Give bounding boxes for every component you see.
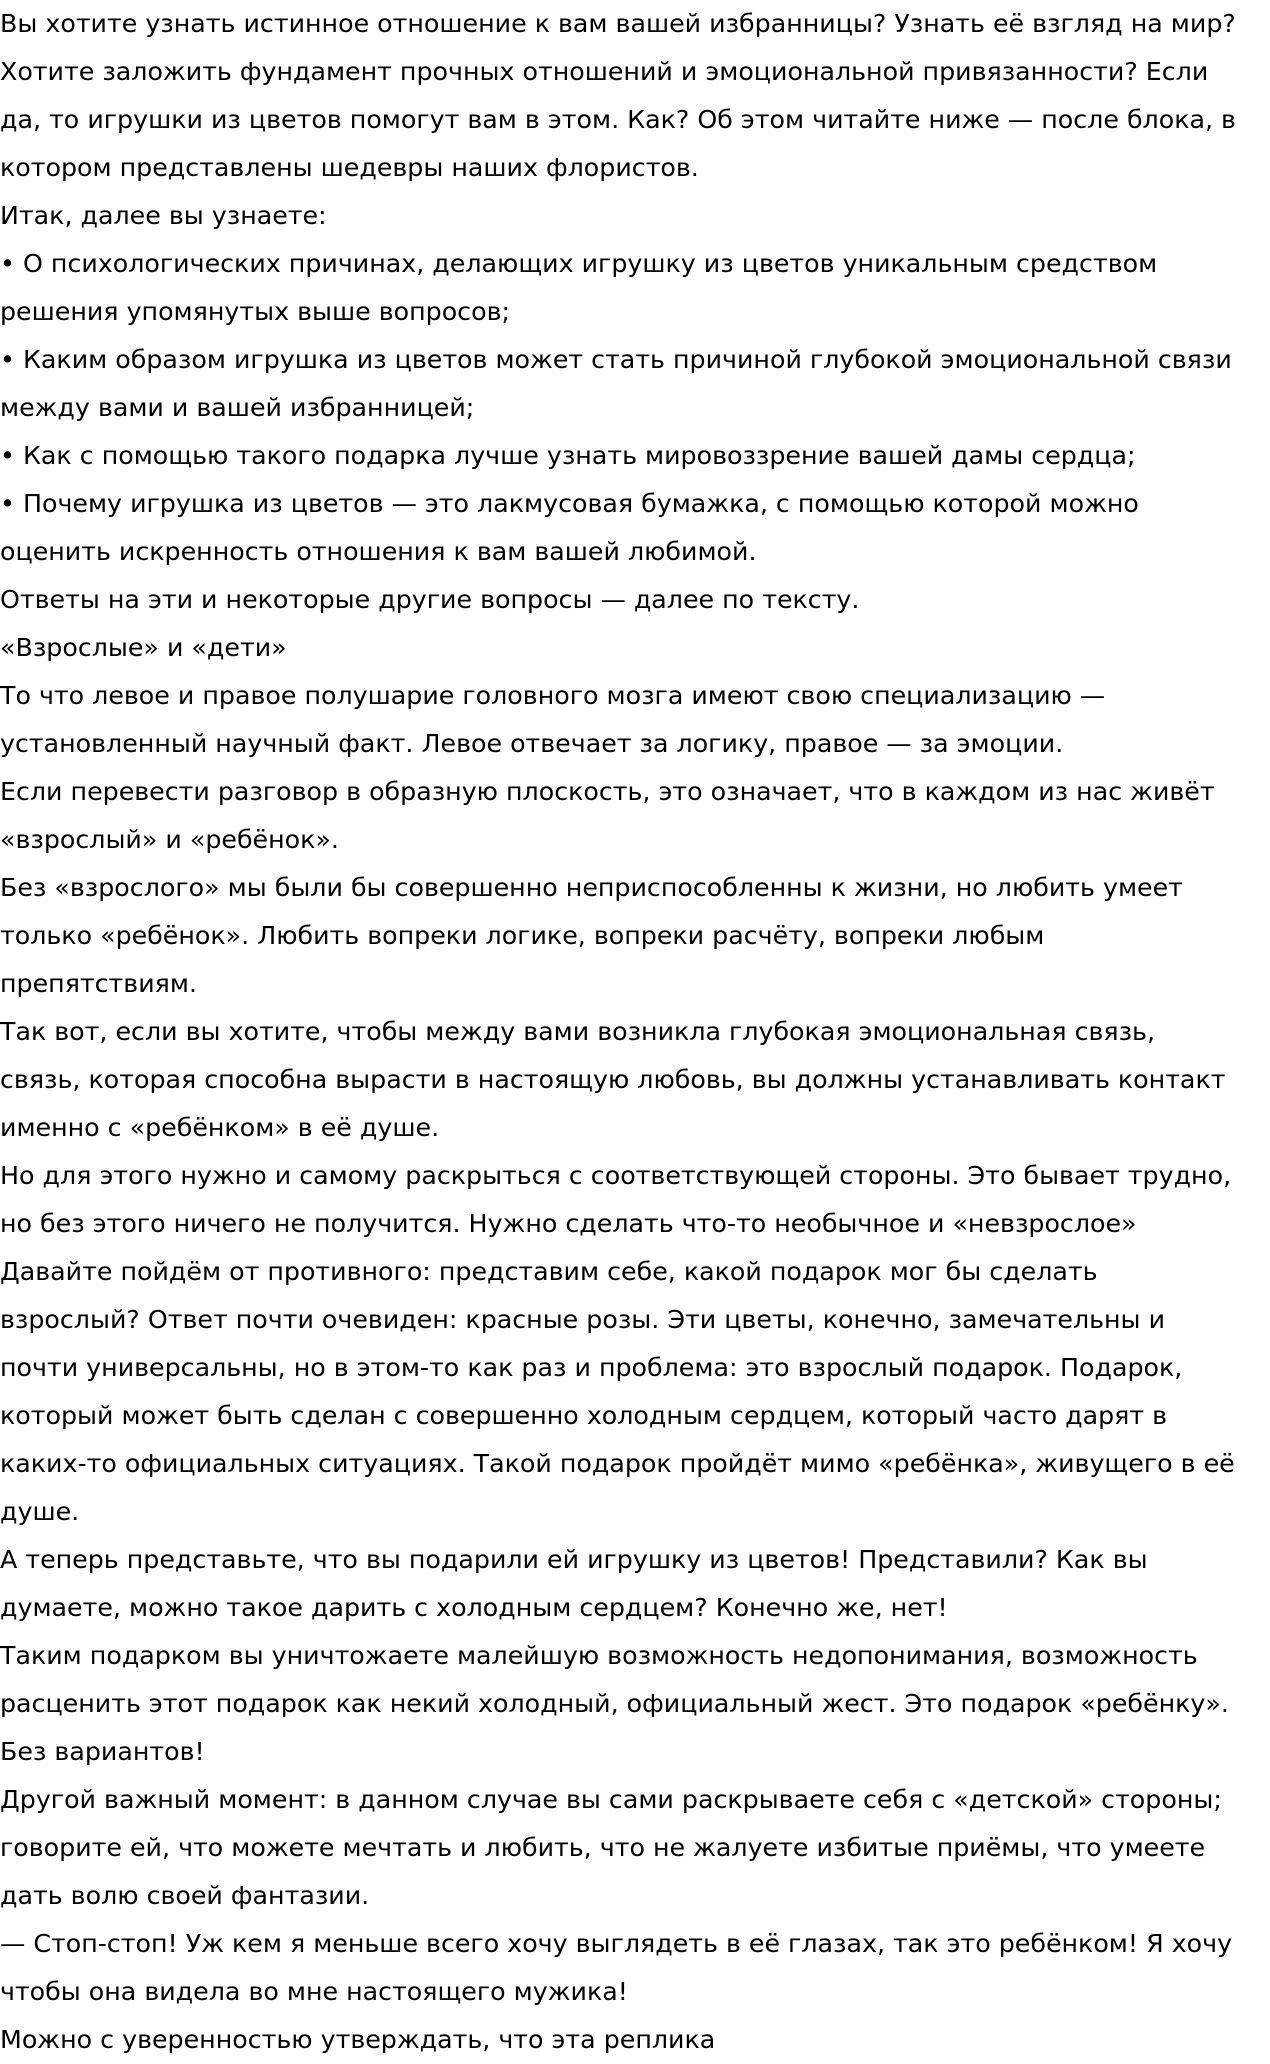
text-line: То что левое и правое полушарие головного мозга имеют свою специализацию — bbox=[0, 681, 1106, 710]
text-line: только «ребёнок». Любить вопреки логике, вопреки расчёту, вопреки любым bbox=[0, 921, 1045, 950]
text-line: «взрослый» и «ребёнок». bbox=[0, 825, 339, 854]
text-line: душе. bbox=[0, 1497, 80, 1526]
text-line: Ответы на эти и некоторые другие вопросы — далее по тексту. bbox=[0, 585, 860, 614]
list-item-line: • Как с помощью такого подарка лучше узнать мировоззрение вашей дамы сердца; bbox=[0, 441, 1136, 470]
text-line: препятствиям. bbox=[0, 969, 197, 998]
text-line: Таким подарком вы уничтожаете малейшую возможность недопонимания, возможность bbox=[0, 1641, 1198, 1670]
text-line: да, то игрушки из цветов помогут вам в этом. Как? Об этом читайте ниже — после блока, в bbox=[0, 105, 1236, 134]
text-line: Без вариантов! bbox=[0, 1737, 205, 1766]
text-line: каких-то официальных ситуациях. Такой подарок пройдёт мимо «ребёнка», живущего в её bbox=[0, 1449, 1235, 1478]
text-line: — Стоп-стоп! Уж кем я меньше всего хочу выглядеть в её глазах, так это ребёнком! Я хочу bbox=[0, 1929, 1233, 1958]
text-line: Давайте пойдём от противного: представим себе, какой подарок мог бы сделать bbox=[0, 1257, 1098, 1286]
list-item-line: • Каким образом игрушка из цветов может стать причиной глубокой эмоциональной связи bbox=[0, 345, 1232, 374]
text-line: Без «взрослого» мы были бы совершенно неприспособленны к жизни, но любить умеет bbox=[0, 873, 1183, 902]
text-line: который может быть сделан с совершенно холодным сердцем, который часто дарят в bbox=[0, 1401, 1168, 1430]
text-line: говорите ей, что можете мечтать и любить, что не жалуете избитые приёмы, что умеете bbox=[0, 1833, 1206, 1862]
text-line: Вы хотите узнать истинное отношение к вам вашей избранницы? Узнать её взгляд на мир? bbox=[0, 9, 1236, 38]
text-line: Можно с уверенностью утверждать, что эта реплика bbox=[0, 2025, 716, 2054]
text-line: расценить этот подарок как некий холодный, официальный жест. Это подарок «ребёнку». bbox=[0, 1689, 1229, 1718]
section-heading: «Взрослые» и «дети» bbox=[0, 633, 287, 662]
text-line: Другой важный момент: в данном случае вы сами раскрываете себя с «детской» стороны; bbox=[0, 1785, 1222, 1814]
text-line: Итак, далее вы узнаете: bbox=[0, 201, 327, 230]
list-item-line: • Почему игрушка из цветов — это лакмусовая бумажка, с помощью которой можно bbox=[0, 489, 1139, 518]
list-item-line: решения упомянутых выше вопросов; bbox=[0, 297, 511, 326]
text-line: взрослый? Ответ почти очевиден: красные розы. Эти цветы, конечно, замечательны и bbox=[0, 1305, 1166, 1334]
text-line: но без этого ничего не получится. Нужно сделать что-то необычное и «невзрослое» bbox=[0, 1209, 1137, 1238]
text-line: установленный научный факт. Левое отвечает за логику, правое — за эмоции. bbox=[0, 729, 1064, 758]
text-line: Если перевести разговор в образную плоскость, это означает, что в каждом из нас живёт bbox=[0, 777, 1215, 806]
text-line: Так вот, если вы хотите, чтобы между вами возникла глубокая эмоциональная связь, bbox=[0, 1017, 1156, 1046]
text-line: Хотите заложить фундамент прочных отношений и эмоциональной привязанности? Если bbox=[0, 57, 1209, 86]
list-item-line: оценить искренность отношения к вам вашей любимой. bbox=[0, 537, 757, 566]
text-line: Но для этого нужно и самому раскрыться с соответствующей стороны. Это бывает трудно, bbox=[0, 1161, 1232, 1190]
text-line: связь, которая способна вырасти в настоящую любовь, вы должны устанавливать контакт bbox=[0, 1065, 1226, 1094]
text-line: думаете, можно такое дарить с холодным сердцем? Конечно же, нет! bbox=[0, 1593, 948, 1622]
list-item-line: между вами и вашей избранницей; bbox=[0, 393, 475, 422]
text-line: почти универсальны, но в этом-то как раз и проблема: это взрослый подарок. Подарок, bbox=[0, 1353, 1183, 1382]
text-line: котором представлены шедевры наших флористов. bbox=[0, 153, 699, 182]
text-line: дать волю своей фантазии. bbox=[0, 1881, 370, 1910]
text-line: чтобы она видела во мне настоящего мужика! bbox=[0, 1977, 628, 2006]
list-item-line: • О психологических причинах, делающих игрушку из цветов уникальным средством bbox=[0, 249, 1158, 278]
text-line: именно с «ребёнком» в её душе. bbox=[0, 1113, 440, 1142]
text-line: А теперь представьте, что вы подарили ей игрушку из цветов! Представили? Как вы bbox=[0, 1545, 1148, 1574]
